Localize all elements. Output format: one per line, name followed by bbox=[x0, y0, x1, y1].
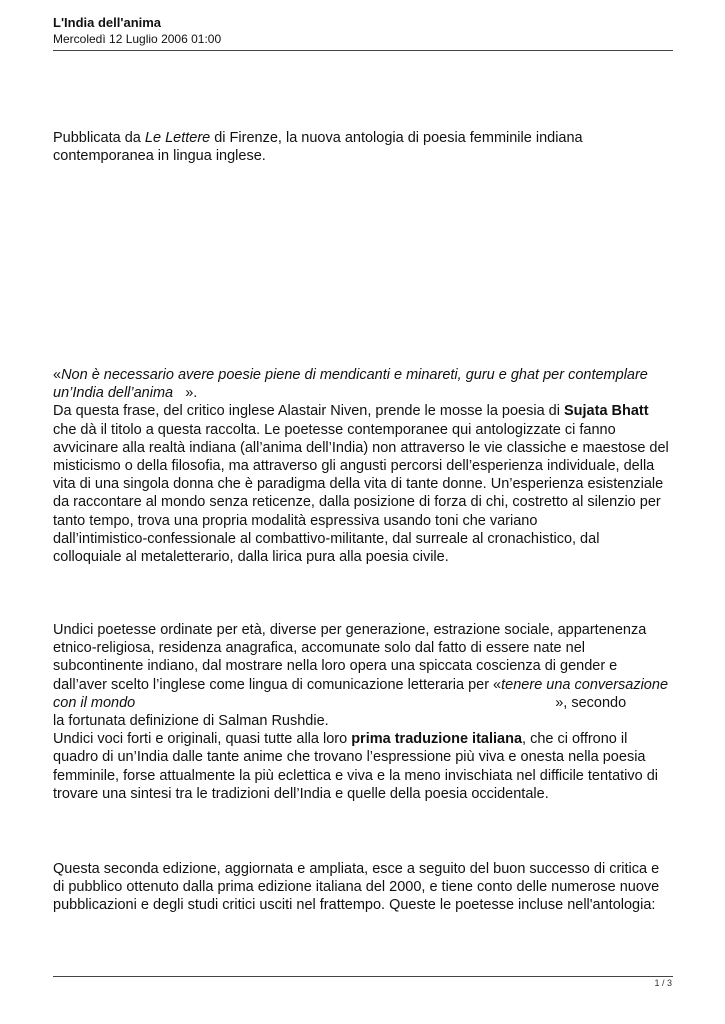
text-line: avvicinare alla realtà indiana (all’anima dell’India) non attraverso le vie classiche e maestose del bbox=[53, 439, 669, 456]
quote-text: con il mondo bbox=[53, 694, 136, 711]
edition-paragraph bbox=[53, 860, 675, 915]
text-line bbox=[53, 366, 675, 384]
quote-text: Non è necessario avere poesie piene di mendicanti e minareti, guru e ghat per contemplare bbox=[61, 367, 648, 383]
page-title: L'India dell'anima bbox=[53, 15, 162, 30]
text-line: la fortunata definizione di Salman Rushdie. bbox=[53, 713, 329, 730]
text-line: vita di una singola donna che è paradigma della vita di tante donne. Un’esperienza esistenziale bbox=[53, 476, 664, 493]
text-line: dall’intimistico-confessionale al combattivo-militante, dal surreale al cronachistico, dal bbox=[53, 530, 600, 547]
publisher-name: Le Lettere bbox=[144, 130, 211, 146]
emphasis-text: prima traduzione italiana bbox=[351, 731, 523, 748]
publish-date: Mercoledì 12 Luglio 2006 01:00 bbox=[53, 32, 222, 46]
quote-text: tenere una conversazione bbox=[501, 676, 669, 693]
text-line: subcontinente indiano, dal mostrare nella loro opera una spiccata coscienza di gender e bbox=[53, 658, 618, 675]
text-run: , che ci offrono il bbox=[522, 731, 628, 748]
footer-divider bbox=[53, 976, 673, 977]
text-line: trovare una sintesi tra le tradizioni dell’India e quelle della poesia occidentale. bbox=[53, 785, 549, 802]
text-run: ». bbox=[185, 385, 198, 402]
text-line: femminile, forse attualmente la più eclettica e viva e la meno invischiata nel difficile tentativo di bbox=[53, 767, 659, 784]
text-line bbox=[53, 694, 675, 712]
poets-paragraph bbox=[53, 621, 675, 803]
quote-text: un’India dell’anima bbox=[53, 385, 174, 402]
text-line: quadro di un’India dalle tante anime che trovano l’espressione più viva e onesta nella poesia bbox=[53, 749, 646, 766]
text-run: Pubblicata da bbox=[53, 130, 145, 146]
text-run: Undici voci forti e originali, quasi tutte alla loro bbox=[53, 731, 352, 748]
text-line: Undici poetesse ordinate per età, diverse per generazione, estrazione sociale, appartenenza bbox=[53, 622, 647, 638]
text-line bbox=[53, 384, 675, 402]
poet-name: Sujata Bhatt bbox=[564, 403, 649, 420]
text-line bbox=[53, 676, 675, 694]
quote-paragraph bbox=[53, 366, 675, 566]
text-line: colloquiale al metaletterario, dalla lirica pura alla poesia civile. bbox=[53, 549, 449, 566]
intro-paragraph bbox=[53, 129, 675, 165]
text-line: Questa seconda edizione, aggiornata e ampliata, esce a seguito del buon successo di critica e bbox=[53, 861, 660, 877]
document-header bbox=[53, 14, 673, 47]
text-run: Da questa frase, del critico inglese Alastair Niven, prende le mosse la poesia di bbox=[53, 403, 564, 420]
text-line: che dà il titolo a questa raccolta. Le poetesse contemporanee qui antologizzate ci fanno bbox=[53, 421, 616, 438]
text-run: di Firenze, la nuova antologia di poesia femminile indiana bbox=[210, 130, 583, 146]
text-line bbox=[53, 730, 675, 748]
text-line: di pubblico ottenuto dalla prima edizione italiana del 2000, e tiene conto delle numerose nuove bbox=[53, 879, 660, 896]
text-line: misticismo o della filosofia, ma attraverso gli angusti percorsi dell’esperienza individuale, della bbox=[53, 458, 655, 475]
text-line: da raccontare al mondo senza reticenze, dalla posizione di forza di chi, costretto al silenzio per bbox=[53, 494, 661, 511]
text-line bbox=[53, 402, 675, 420]
text-line: etnico-religiosa, residenza anagrafica, accomunate solo dal fatto di essere nate nel bbox=[53, 640, 585, 657]
page-number: 1 / 3 bbox=[654, 978, 672, 988]
text-line: pubblicazioni e degli studi critici usciti nel frattempo. Queste le poetesse incluse nell'antologia: bbox=[53, 897, 656, 914]
header-divider bbox=[53, 50, 673, 51]
text-line: tanto tempo, trova una propria modalità espressiva usando toni che variano bbox=[53, 512, 538, 529]
text-line: contemporanea in lingua inglese. bbox=[53, 148, 266, 165]
text-run: », secondo bbox=[555, 694, 627, 711]
text-line bbox=[53, 129, 675, 147]
text-run: « bbox=[53, 367, 62, 383]
text-run: dall’aver scelto l’inglese come lingua di comunicazione letteraria per « bbox=[53, 676, 502, 693]
